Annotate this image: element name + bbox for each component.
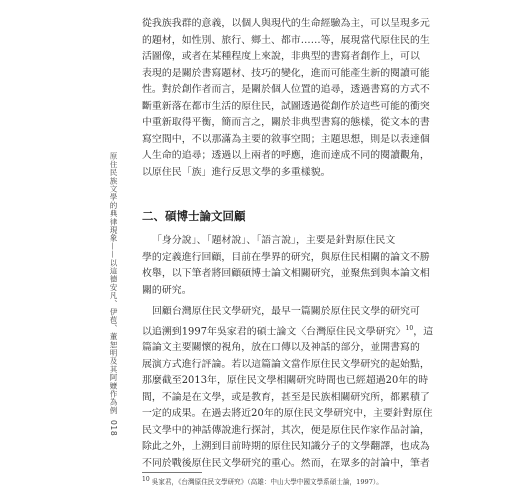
text-line: 性。對於創作者而言，是關於個人位置的追尋，透過書寫的方式不 [142, 84, 430, 95]
footnote-divider [142, 472, 202, 473]
text-line: 回顧台灣原住民文學研究，最早一篇關於原住民文學的研究可 [152, 306, 420, 317]
footnote-marker[interactable]: 10 [405, 324, 414, 332]
text-line: 「身分說」、「題材說」、「語言說」，主要是針對原住民文 [152, 235, 396, 246]
text-line [142, 321, 434, 341]
footnote [142, 476, 383, 486]
footnote-text: 吳家君，《台灣原住民文學研究》（高雄：中山大學中國文學系碩士論，1997）。 [151, 478, 383, 487]
section-heading: 二、碩博士論文回顧 [142, 209, 246, 223]
text-line: 間，不論是在文學，或是教育，甚至是民族相關研究所，都累積了 [142, 391, 430, 403]
text-line: 人生命的追尋；透過以上兩者的呼應，進而達成不同的閱讀觀角， [142, 150, 430, 161]
text-line: 活圖像，或者在某種程度上來說，非典型的書寫者創作上，可以 [142, 51, 420, 62]
text-span: ，這 [413, 325, 434, 337]
paragraph-1 [142, 16, 430, 181]
text-line: 關的研究。 [142, 284, 192, 296]
text-line: 表現的是關於書寫題材、技巧的變化，進而可能產生新的閱讀可能 [142, 67, 430, 79]
paragraph-2 [142, 233, 430, 299]
text-line: 除此之外，上溯到目前時期的原住民知識分子的文學翻譯，也成為 [142, 441, 430, 453]
text-line: 學的定義進行回顧，目前在學界的研究，與原住民相關的論文不勝 [142, 251, 430, 263]
text-line: 不同於戰後原住民文學研究的重心。然而，在眾多的討論中，筆者 [142, 457, 430, 469]
text-line: 那麼截至2013年，原住民文學相關研究時間也已經超過20年的時 [142, 375, 429, 387]
paragraph-3 [142, 304, 434, 472]
text-line: 民文學中的神話傳說進行探討，其次，便是原住民作家作品討論， [142, 424, 430, 436]
text-line: 展演方式進行評論。若以這篇論文當作原住民文學研究的起始點， [142, 358, 430, 370]
text-line: 一定的成果。在過去將近20年的原住民文學研究中，主要針對原住 [142, 408, 433, 420]
running-header-title: 原住民族文學的典律現象——以這德安凡、伊苞、董恕明及其阿嬤作為例 [109, 152, 118, 415]
footnote-number: 10 [142, 476, 150, 483]
running-header [108, 152, 119, 437]
text-line: 篇論文主要關懷的視角，放在口傳以及神話的部分，並開書寫的 [142, 342, 420, 354]
text-line: 的題材，如性別、旅行、鄉土、都市……等，展現當代原住民的生 [142, 34, 430, 46]
text-span: 以追溯到1997年吳家君的碩士論文〈台灣原住民文學研究〉 [142, 325, 406, 337]
text-line: 中重新取得平衡，簡而言之，關於非典型書寫的態樣，從文本的書 [142, 117, 430, 128]
text-line: 以原住民「族」進行反思文學的多重樣貌。 [142, 166, 331, 178]
text-line: 寫空間中，不以那滿為主要的敘事空間；主題思想，則是以表達個 [142, 133, 430, 145]
text-line: 從我族我群的意義，以個人與現代的生命經驗為主，可以呈現多元 [142, 18, 430, 29]
text-line: 枚舉，以下筆者將回顧碩博士論文相關研究，並聚焦到與本論文相 [142, 268, 430, 279]
text-line: 斷重新落在都市生活的原住民，試圖透過從創作於這些可能的衝突 [142, 100, 430, 112]
page-number: 018 [109, 420, 118, 437]
